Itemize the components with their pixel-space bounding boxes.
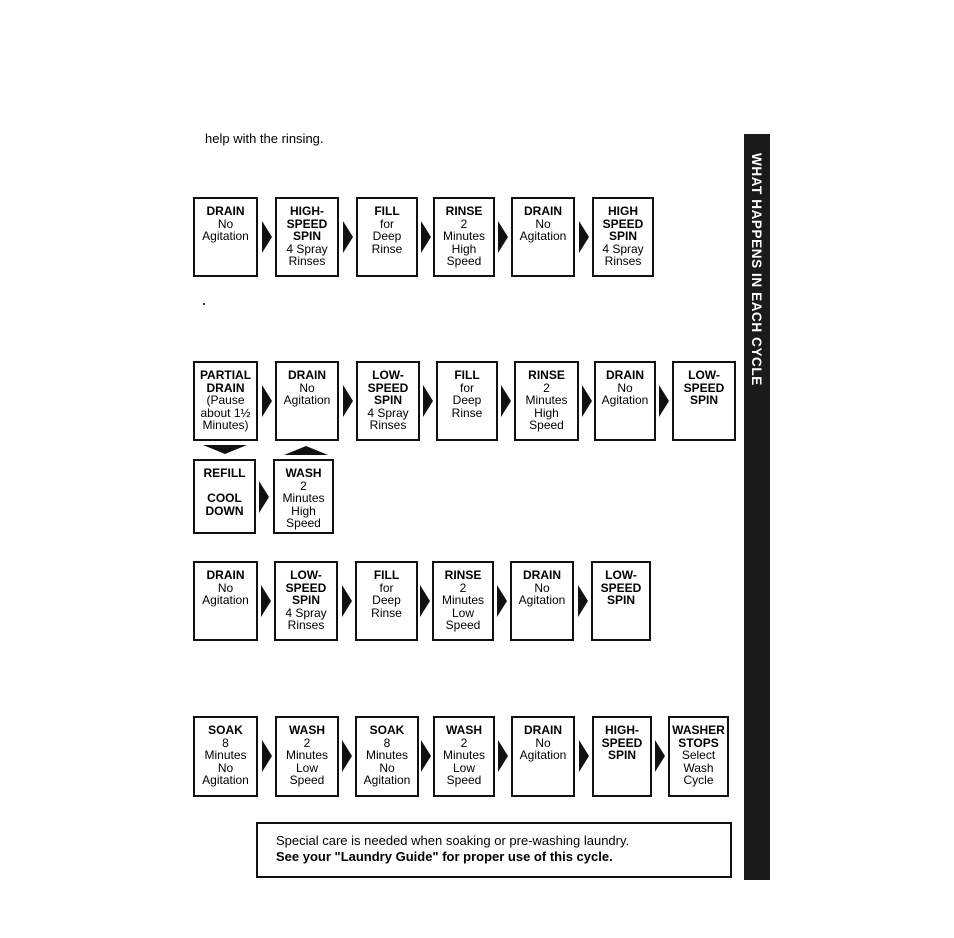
- step-detail: Minutes: [525, 393, 568, 408]
- step-detail: Low: [295, 760, 318, 775]
- cycle-substep-box: [273, 459, 334, 534]
- flow-arrow-right: [579, 740, 589, 772]
- step-title: LOW-: [372, 368, 404, 382]
- step-title: DOWN: [205, 503, 244, 518]
- step-detail: Speed: [445, 618, 481, 633]
- cycle-step-box: [274, 561, 338, 641]
- step-detail: Speed: [446, 773, 482, 788]
- step-title: DRAIN: [524, 204, 562, 218]
- cycle-step-box: [355, 561, 418, 641]
- cycle-step-box: [193, 361, 258, 441]
- step-title: DRAIN: [206, 204, 245, 218]
- intro-text: help with the rinsing.: [205, 131, 324, 146]
- flow-arrow-right: [498, 740, 508, 772]
- cycle-step-box: [275, 197, 339, 277]
- step-title: STOPS: [678, 735, 719, 750]
- step-title: HIGH: [608, 204, 638, 218]
- flow-arrow-right: [261, 585, 271, 617]
- step-title: WASH: [446, 723, 482, 737]
- cycle-step-box: [356, 197, 418, 277]
- step-detail: Agitation: [518, 593, 566, 608]
- step-title: LOW-: [290, 568, 322, 582]
- cycle-step-box: [592, 716, 652, 797]
- step-title: SPEED: [285, 580, 327, 595]
- flow-arrow-down: [203, 445, 247, 454]
- step-detail: No: [535, 216, 551, 231]
- step-title: REFILL: [203, 466, 246, 480]
- step-title: DRAIN: [606, 368, 644, 382]
- flow-arrow-right: [498, 221, 508, 253]
- step-title: SPEED: [600, 580, 642, 595]
- step-title: DRAIN: [288, 368, 326, 382]
- step-detail: Low: [451, 605, 474, 620]
- flow-arrow-up: [284, 446, 328, 455]
- step-detail: Minutes: [285, 748, 329, 763]
- step-title: WASHER: [672, 723, 725, 737]
- step-title: SPEED: [286, 216, 328, 231]
- flow-arrow-right: [659, 385, 669, 417]
- step-title: RINSE: [444, 568, 482, 582]
- stray-dot: [203, 303, 205, 305]
- step-detail: No: [217, 760, 234, 775]
- step-detail: for: [379, 216, 394, 231]
- step-title: SPIN: [689, 393, 718, 408]
- cycle-step-box: [514, 361, 579, 441]
- step-detail: Speed: [286, 516, 321, 531]
- step-title: RINSE: [445, 204, 483, 218]
- flow-arrow-right: [259, 481, 269, 513]
- step-detail: 4 Spray: [285, 605, 327, 620]
- step-detail: Agitation: [202, 773, 249, 788]
- step-title: DRAIN: [206, 380, 245, 395]
- step-detail: Rinse: [371, 241, 403, 256]
- step-detail: 8: [222, 735, 229, 750]
- step-detail: 2: [300, 478, 307, 493]
- step-detail: 4 Spray: [367, 405, 409, 420]
- step-detail: Deep: [372, 229, 402, 244]
- step-detail: Agitation: [519, 748, 567, 763]
- step-detail: Speed: [529, 418, 564, 433]
- step-detail: No: [217, 216, 234, 231]
- step-detail: High: [291, 503, 316, 518]
- step-title: SPIN: [373, 393, 402, 408]
- step-detail: 2: [459, 580, 467, 595]
- step-detail: 2: [303, 735, 311, 750]
- step-detail: Minutes: [365, 748, 409, 763]
- step-title: DRAIN: [524, 723, 562, 737]
- step-detail: Rinses: [604, 254, 642, 269]
- cycle-step-box: [591, 561, 651, 641]
- cycle-step-box: [432, 561, 494, 641]
- step-detail: for: [459, 380, 474, 395]
- step-detail: Cycle: [683, 773, 714, 788]
- cycle-step-box: [668, 716, 729, 797]
- cycle-substep-box: [193, 459, 256, 534]
- flow-arrow-right: [342, 740, 352, 772]
- flow-arrow-right: [579, 221, 589, 253]
- step-detail: Rinses: [288, 254, 326, 269]
- step-detail: Agitation: [202, 229, 249, 244]
- cycle-step-box: [433, 197, 495, 277]
- flow-arrow-right: [578, 585, 588, 617]
- care-note-line2: See your "Laundry Guide" for proper use of this cycle.: [276, 849, 613, 864]
- step-detail: No: [535, 735, 551, 750]
- flow-arrow-right: [421, 221, 431, 253]
- step-title: FILL: [374, 204, 400, 218]
- step-title: LOW-: [605, 568, 637, 582]
- step-detail: (Pause: [206, 393, 245, 408]
- cycle-step-box: [193, 716, 258, 797]
- step-detail: Agitation: [601, 393, 649, 408]
- step-title: SOAK: [369, 723, 405, 737]
- flow-arrow-right: [501, 385, 511, 417]
- step-detail: Agitation: [363, 773, 411, 788]
- step-title: COOL: [207, 491, 242, 506]
- step-detail: Minutes: [204, 748, 247, 763]
- flow-arrow-right: [423, 385, 433, 417]
- cycle-step-box: [592, 197, 654, 277]
- cycle-step-box: [193, 197, 258, 277]
- step-detail: 2: [460, 216, 468, 231]
- step-title: WASH: [289, 723, 325, 737]
- step-detail: Minutes): [202, 418, 249, 433]
- step-detail: Select: [681, 748, 716, 763]
- cycle-step-box: [275, 361, 339, 441]
- cycle-step-box: [672, 361, 736, 441]
- step-detail: Minutes: [282, 491, 325, 506]
- cycle-step-box: [433, 716, 495, 797]
- step-title: SPEED: [683, 380, 725, 395]
- step-detail: Deep: [452, 393, 482, 408]
- step-detail: Minutes: [442, 748, 486, 763]
- flow-arrow-right: [262, 221, 272, 253]
- step-detail: for: [379, 580, 394, 595]
- step-detail: Agitation: [283, 393, 331, 408]
- flow-arrow-right: [342, 585, 352, 617]
- step-detail: No: [617, 380, 633, 395]
- flow-arrow-right: [343, 221, 353, 253]
- care-note-line1: Special care is needed when soaking or pre-washing laundry.: [276, 833, 630, 848]
- step-title: SPEED: [602, 216, 644, 231]
- cycle-step-box: [436, 361, 498, 441]
- care-note: [256, 822, 732, 878]
- flow-arrow-right: [655, 740, 665, 772]
- step-title: SPEED: [367, 380, 409, 395]
- step-title: DRAIN: [206, 568, 245, 582]
- cycle-step-box: [511, 716, 575, 797]
- step-detail: Deep: [372, 593, 401, 608]
- step-detail: Rinses: [287, 618, 325, 633]
- step-detail: 2: [460, 735, 468, 750]
- cycle-step-box: [356, 361, 420, 441]
- cycle-step-box: [275, 716, 339, 797]
- step-title: PARTIAL: [199, 368, 252, 382]
- cycle-step-box: [193, 561, 258, 641]
- step-title: SPIN: [608, 229, 637, 244]
- step-title: SPIN: [292, 229, 321, 244]
- flow-arrow-right: [420, 585, 430, 617]
- step-detail: Agitation: [519, 229, 567, 244]
- step-detail: Minutes: [442, 229, 486, 244]
- step-detail: High: [534, 405, 559, 420]
- cycle-step-box: [355, 716, 419, 797]
- cycle-step-box: [594, 361, 656, 441]
- step-detail: 4 Spray: [602, 241, 644, 256]
- step-detail: Rinse: [451, 405, 483, 420]
- step-title: FILL: [373, 568, 400, 582]
- flow-arrow-right: [497, 585, 507, 617]
- step-title: DRAIN: [523, 568, 561, 582]
- step-detail: High: [451, 241, 477, 256]
- flow-arrow-right: [421, 740, 431, 772]
- step-detail: 4 Spray: [286, 241, 328, 256]
- step-detail: Speed: [446, 254, 482, 269]
- step-detail: Low: [452, 760, 475, 775]
- step-detail: No: [217, 580, 234, 595]
- step-detail: 8: [383, 735, 391, 750]
- step-detail: Agitation: [202, 593, 249, 608]
- flow-arrow-right: [343, 385, 353, 417]
- sidebar-title: WHAT HAPPENS IN EACH CYCLE: [749, 153, 764, 386]
- step-title: RINSE: [528, 368, 565, 382]
- step-title: SPIN: [291, 593, 320, 608]
- cycle-step-box: [510, 561, 574, 641]
- step-detail: Rinse: [371, 605, 402, 620]
- step-detail: Rinses: [369, 418, 407, 433]
- step-title: WASH: [285, 466, 322, 480]
- step-detail: No: [299, 380, 315, 395]
- step-title: HIGH-: [290, 204, 324, 218]
- flow-arrow-right: [262, 740, 272, 772]
- flow-arrow-right: [582, 385, 592, 417]
- step-detail: Wash: [683, 760, 714, 775]
- step-title: HIGH-: [605, 723, 639, 737]
- flow-arrow-right: [262, 385, 272, 417]
- step-detail: Minutes: [441, 593, 485, 608]
- step-title: SPIN: [606, 593, 635, 608]
- step-title: SPIN: [607, 748, 636, 763]
- step-detail: 2: [543, 380, 550, 395]
- cycle-step-box: [511, 197, 575, 277]
- step-detail: about 1½: [200, 405, 251, 420]
- step-title: FILL: [454, 368, 480, 382]
- step-title: LOW-: [688, 368, 720, 382]
- step-title: SOAK: [208, 723, 243, 737]
- step-detail: No: [379, 760, 395, 775]
- step-detail: No: [534, 580, 550, 595]
- step-title: SPEED: [601, 735, 643, 750]
- step-detail: Speed: [289, 773, 325, 788]
